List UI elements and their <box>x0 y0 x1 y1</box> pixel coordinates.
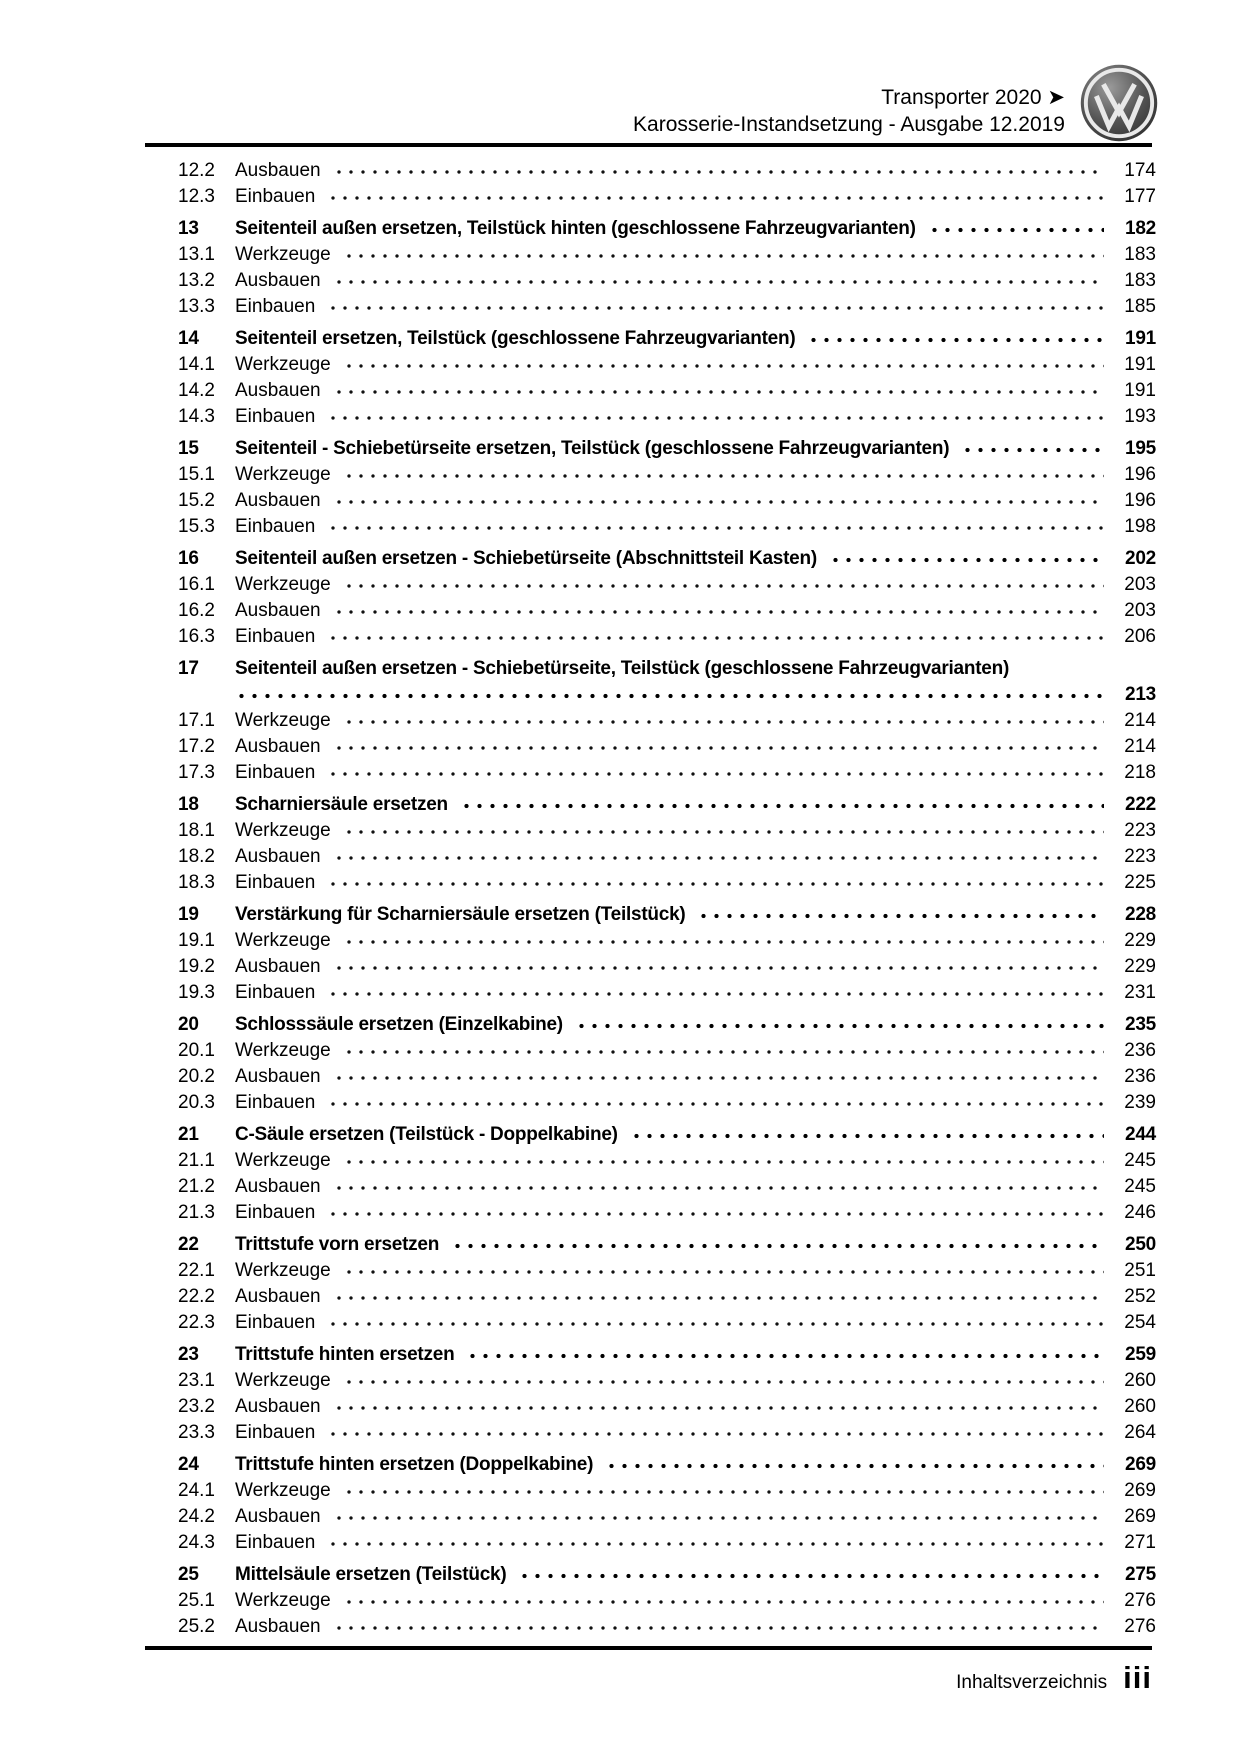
dot-leader <box>327 760 1104 786</box>
toc-entry-title: Ausbauen <box>235 1506 321 1527</box>
toc-entry-page: 236 <box>1124 1066 1156 1087</box>
toc-entry <box>178 1122 1156 1148</box>
toc-entry <box>178 352 1156 378</box>
dot-leader <box>575 1012 1104 1038</box>
toc-entry-page: 182 <box>1125 218 1156 239</box>
toc-entry-number: 18 <box>178 794 199 815</box>
toc-entry-page: 276 <box>1124 1616 1156 1637</box>
toc-entry <box>178 980 1156 1006</box>
dot-leader <box>327 1530 1104 1556</box>
dot-leader <box>343 708 1104 734</box>
toc-entry-number: 25.2 <box>178 1616 215 1637</box>
dot-leader <box>605 1452 1104 1478</box>
dot-leader <box>327 1090 1104 1116</box>
toc-entry-page: 246 <box>1124 1202 1156 1223</box>
dot-leader <box>829 546 1104 572</box>
toc-entry-number: 14 <box>178 328 199 349</box>
toc-entry <box>178 1614 1156 1640</box>
header-doc-line: Karosserie-Instandsetzung - Ausgabe 12.2019 <box>633 113 1065 136</box>
toc-entry-title: Scharniersäule ersetzen <box>235 794 448 815</box>
toc-entry-page: 269 <box>1124 1480 1156 1501</box>
dot-leader <box>333 268 1104 294</box>
toc-entry-page: 259 <box>1125 1344 1156 1365</box>
toc-entry <box>178 1090 1156 1116</box>
toc-entry <box>178 1530 1156 1556</box>
toc-entry-title: Ausbauen <box>235 600 321 621</box>
toc-entry <box>178 1038 1156 1064</box>
dot-leader <box>697 902 1104 928</box>
toc-entry-number: 14.2 <box>178 380 215 401</box>
toc-entry-title: Ausbauen <box>235 956 321 977</box>
toc-entry <box>178 1368 1156 1394</box>
toc-entry-number: 24.2 <box>178 1506 215 1527</box>
toc-entry-title: Ausbauen <box>235 1176 321 1197</box>
toc-entry-title: Ausbauen <box>235 846 321 867</box>
toc-entry <box>178 1148 1156 1174</box>
toc-entry-title: Ausbauen <box>235 1616 321 1637</box>
toc-entry-number: 12.3 <box>178 186 215 207</box>
toc-entry-page: 198 <box>1124 516 1156 537</box>
dot-leader <box>343 1588 1104 1614</box>
toc-entry-title: Einbauen <box>235 186 316 207</box>
toc-entry-title: Seitenteil außen ersetzen - Schiebetürseite (Abschnittsteil Kasten) <box>235 548 817 569</box>
dot-leader <box>327 184 1104 210</box>
dot-leader <box>327 294 1104 320</box>
toc-entry-number: 22.2 <box>178 1286 215 1307</box>
toc-entry-title: Seitenteil außen ersetzen, Teilstück hinten (geschlossene Fahrzeugvarianten) <box>235 218 916 239</box>
toc-entry-page: 202 <box>1125 548 1156 569</box>
toc-entry-page: 250 <box>1125 1234 1156 1255</box>
toc-entry-number: 17.2 <box>178 736 215 757</box>
toc-entry-title: Werkzeuge <box>235 1370 331 1391</box>
toc-entry-title: Werkzeuge <box>235 464 331 485</box>
dot-leader <box>333 1284 1104 1310</box>
toc-entry-number: 22 <box>178 1234 199 1255</box>
toc-entry-number: 19.2 <box>178 956 215 977</box>
dot-leader <box>961 436 1104 462</box>
toc-entry-title: Werkzeuge <box>235 1590 331 1611</box>
toc-entry-page: 245 <box>1124 1176 1156 1197</box>
toc-entry-number: 13.3 <box>178 296 215 317</box>
dot-leader <box>343 462 1104 488</box>
dot-leader <box>343 818 1104 844</box>
toc-entry-page: 254 <box>1124 1312 1156 1333</box>
toc-entry-number: 15 <box>178 438 199 459</box>
toc-entry-title: Seitenteil - Schiebetürseite ersetzen, Teilstück (geschlossene Fahrzeugvarianten) <box>235 438 950 459</box>
toc-entry <box>178 268 1156 294</box>
toc-entry-title: Ausbauen <box>235 1396 321 1417</box>
dot-leader <box>327 980 1104 1006</box>
toc-entry-title: Werkzeuge <box>235 710 331 731</box>
toc-entry-number: 23 <box>178 1344 199 1365</box>
toc-entry <box>178 1420 1156 1446</box>
dot-leader <box>333 1394 1104 1420</box>
toc-entry-number: 17.1 <box>178 710 215 731</box>
dot-leader <box>333 1614 1104 1640</box>
toc-entry-number: 21.1 <box>178 1150 215 1171</box>
toc-entry <box>178 1478 1156 1504</box>
toc-entry-number: 20.1 <box>178 1040 215 1061</box>
footer-page-number: iii <box>1123 1660 1152 1695</box>
toc-entry <box>178 682 1156 708</box>
toc-entry <box>178 404 1156 430</box>
toc-entry-page: 193 <box>1124 406 1156 427</box>
toc-entry-page: 203 <box>1124 600 1156 621</box>
toc-entry <box>178 1504 1156 1530</box>
toc-entry-page: 195 <box>1125 438 1156 459</box>
toc-entry-title: Einbauen <box>235 872 316 893</box>
toc-entry <box>178 488 1156 514</box>
toc-entry-page: 183 <box>1124 270 1156 291</box>
footer-rule <box>145 1646 1152 1650</box>
dot-leader <box>343 352 1104 378</box>
dot-leader <box>343 1258 1104 1284</box>
toc-entry-page: 264 <box>1124 1422 1156 1443</box>
toc-entry-title: Ausbauen <box>235 490 321 511</box>
toc-entry-page: 191 <box>1124 354 1156 375</box>
dot-leader <box>333 158 1104 184</box>
dot-leader <box>333 954 1104 980</box>
toc-entry-page: 231 <box>1124 982 1156 1003</box>
page-footer <box>956 1660 1152 1696</box>
toc-entry-page: 203 <box>1124 574 1156 595</box>
toc-entry-page: 260 <box>1124 1370 1156 1391</box>
dot-leader <box>343 1038 1104 1064</box>
toc-entry-number: 22.1 <box>178 1260 215 1281</box>
toc-entry-page: 222 <box>1125 794 1156 815</box>
toc-entry-number: 18.3 <box>178 872 215 893</box>
toc-entry-title: Trittstufe hinten ersetzen <box>235 1344 455 1365</box>
toc-entry-title: Ausbauen <box>235 380 321 401</box>
toc-entry <box>178 294 1156 320</box>
toc-entry-title: Werkzeuge <box>235 1040 331 1061</box>
toc-entry-number: 17 <box>178 658 199 679</box>
toc-entry-page: 218 <box>1124 762 1156 783</box>
toc-entry-page: 223 <box>1124 846 1156 867</box>
header-rule <box>145 143 1152 147</box>
toc-entry-title: Einbauen <box>235 1532 316 1553</box>
toc-entry-number: 19.1 <box>178 930 215 951</box>
page-header <box>633 84 1065 138</box>
toc-entry-number: 21.3 <box>178 1202 215 1223</box>
toc-entry <box>178 760 1156 786</box>
toc-entry-title: Trittstufe vorn ersetzen <box>235 1234 440 1255</box>
toc-entry <box>178 572 1156 598</box>
toc-entry-page: 229 <box>1124 956 1156 977</box>
dot-leader <box>466 1342 1104 1368</box>
dot-leader <box>327 1200 1104 1226</box>
toc-entry-title: Einbauen <box>235 406 316 427</box>
toc-entry-number: 19 <box>178 904 199 925</box>
toc-entry <box>178 378 1156 404</box>
toc-entry <box>178 1232 1156 1258</box>
header-model-line: Transporter 2020 ➤ <box>881 86 1065 109</box>
dot-leader <box>928 216 1104 242</box>
toc-entry-title: Werkzeuge <box>235 354 331 375</box>
toc-entry <box>178 514 1156 540</box>
toc-entry-number: 18.2 <box>178 846 215 867</box>
toc-entry-title: Einbauen <box>235 1312 316 1333</box>
toc-entry-number: 16.1 <box>178 574 215 595</box>
toc-entry-title: Mittelsäule ersetzen (Teilstück) <box>235 1564 507 1585</box>
toc-entry <box>178 1562 1156 1588</box>
toc-entry-title: Einbauen <box>235 296 316 317</box>
dot-leader <box>451 1232 1104 1258</box>
toc-entry <box>178 1452 1156 1478</box>
toc-entry-title: Einbauen <box>235 982 316 1003</box>
toc-entry <box>178 954 1156 980</box>
dot-leader <box>343 1148 1104 1174</box>
dot-leader <box>327 1420 1104 1446</box>
toc-entry-title: Einbauen <box>235 1202 316 1223</box>
toc-entry <box>178 1174 1156 1200</box>
dot-leader <box>343 928 1104 954</box>
dot-leader <box>327 404 1104 430</box>
toc-entry-title: Werkzeuge <box>235 244 331 265</box>
toc-entry-title: Ausbauen <box>235 1286 321 1307</box>
toc-entry <box>178 870 1156 896</box>
toc-entry <box>178 462 1156 488</box>
toc-entry-title: Seitenteil außen ersetzen - Schiebetürseite, Teilstück (geschlossene Fahrzeugvarianten) <box>235 658 1010 679</box>
dot-leader <box>333 844 1104 870</box>
dot-leader <box>327 870 1104 896</box>
dot-leader <box>333 598 1104 624</box>
toc-entry <box>178 1200 1156 1226</box>
toc-entry-page: 214 <box>1124 710 1156 731</box>
toc-entry <box>178 598 1156 624</box>
toc-entry-number: 13.2 <box>178 270 215 291</box>
toc-entry-title: Werkzeuge <box>235 1260 331 1281</box>
toc-entry-page: 223 <box>1124 820 1156 841</box>
toc-entry-number: 25 <box>178 1564 199 1585</box>
toc-entry-number: 13.1 <box>178 244 215 265</box>
toc-entry-number: 21.2 <box>178 1176 215 1197</box>
toc-entry-page: 276 <box>1124 1590 1156 1611</box>
toc-entry-number: 23.3 <box>178 1422 215 1443</box>
toc-entry-number: 23.1 <box>178 1370 215 1391</box>
dot-leader <box>235 682 1104 708</box>
toc-entry <box>178 928 1156 954</box>
dot-leader <box>343 572 1104 598</box>
toc-entry-title: Ausbauen <box>235 160 321 181</box>
toc-entry-page: 252 <box>1124 1286 1156 1307</box>
toc-entry-page: 260 <box>1124 1396 1156 1417</box>
toc-entry-title: Einbauen <box>235 762 316 783</box>
toc-entry <box>178 1310 1156 1336</box>
toc-entry <box>178 184 1156 210</box>
toc-entry <box>178 902 1156 928</box>
toc-entry <box>178 158 1156 184</box>
toc-entry <box>178 1258 1156 1284</box>
dot-leader <box>630 1122 1104 1148</box>
dot-leader <box>327 624 1104 650</box>
toc-entry-page: 196 <box>1124 464 1156 485</box>
toc-entry <box>178 1064 1156 1090</box>
toc-entry-page: 236 <box>1124 1040 1156 1061</box>
toc-entry-page: 269 <box>1125 1454 1156 1475</box>
toc-entry-title: Werkzeuge <box>235 1480 331 1501</box>
toc-entry-title: Ausbauen <box>235 270 321 291</box>
toc-entry-page: 191 <box>1125 328 1156 349</box>
toc-entry <box>178 1394 1156 1420</box>
toc-entry-title: Schlosssäule ersetzen (Einzelkabine) <box>235 1014 563 1035</box>
toc-entry <box>178 242 1156 268</box>
toc-entry-number: 18.1 <box>178 820 215 841</box>
toc-entry-page: 225 <box>1124 872 1156 893</box>
toc-entry-title: Werkzeuge <box>235 820 331 841</box>
toc-entry-page: 185 <box>1124 296 1156 317</box>
dot-leader <box>518 1562 1104 1588</box>
toc-entry-number: 20 <box>178 1014 199 1035</box>
toc-entry-title: C-Säule ersetzen (Teilstück - Doppelkabine) <box>235 1124 618 1145</box>
toc-entry-number: 14.1 <box>178 354 215 375</box>
toc-entry-number: 15.2 <box>178 490 215 511</box>
toc-entry-title: Werkzeuge <box>235 1150 331 1171</box>
toc-entry-number: 22.3 <box>178 1312 215 1333</box>
toc-entry <box>178 1342 1156 1368</box>
toc-entry-title: Einbauen <box>235 1422 316 1443</box>
dot-leader <box>343 242 1104 268</box>
table-of-contents <box>178 158 1156 1640</box>
dot-leader <box>333 1064 1104 1090</box>
toc-entry <box>178 844 1156 870</box>
toc-entry <box>178 656 1156 682</box>
toc-entry-number: 15.1 <box>178 464 215 485</box>
toc-entry-page: 206 <box>1124 626 1156 647</box>
toc-entry-page: 271 <box>1124 1532 1156 1553</box>
toc-entry-number: 16.3 <box>178 626 215 647</box>
toc-entry <box>178 1012 1156 1038</box>
toc-entry-page: 213 <box>1125 684 1156 705</box>
toc-entry-title: Werkzeuge <box>235 930 331 951</box>
vw-logo-icon <box>1080 64 1158 142</box>
toc-entry-number: 15.3 <box>178 516 215 537</box>
toc-entry-page: 269 <box>1124 1506 1156 1527</box>
toc-entry <box>178 708 1156 734</box>
toc-entry-page: 245 <box>1124 1150 1156 1171</box>
dot-leader <box>460 792 1104 818</box>
toc-entry <box>178 624 1156 650</box>
toc-entry <box>178 792 1156 818</box>
toc-entry-title: Einbauen <box>235 1092 316 1113</box>
toc-entry-title: Einbauen <box>235 626 316 647</box>
toc-entry-title: Verstärkung für Scharniersäule ersetzen (Teilstück) <box>235 904 686 925</box>
toc-entry-page: 183 <box>1124 244 1156 265</box>
dot-leader <box>333 1174 1104 1200</box>
footer-section-label: Inhaltsverzeichnis <box>956 1672 1108 1693</box>
toc-entry-number: 14.3 <box>178 406 215 427</box>
toc-entry-number: 16 <box>178 548 199 569</box>
toc-entry <box>178 818 1156 844</box>
dot-leader <box>333 488 1104 514</box>
toc-entry-title: Seitenteil ersetzen, Teilstück (geschlossene Fahrzeugvarianten) <box>235 328 796 349</box>
toc-entry-page: 244 <box>1125 1124 1156 1145</box>
dot-leader <box>333 734 1104 760</box>
toc-entry-number: 16.2 <box>178 600 215 621</box>
toc-entry-number: 24.1 <box>178 1480 215 1501</box>
toc-entry-page: 239 <box>1124 1092 1156 1113</box>
toc-entry-page: 214 <box>1124 736 1156 757</box>
toc-entry-page: 251 <box>1124 1260 1156 1281</box>
toc-entry-number: 20.2 <box>178 1066 215 1087</box>
toc-entry <box>178 1284 1156 1310</box>
toc-entry-page: 196 <box>1124 490 1156 511</box>
toc-entry-page: 174 <box>1124 160 1156 181</box>
toc-entry-number: 24 <box>178 1454 199 1475</box>
toc-entry-page: 228 <box>1125 904 1156 925</box>
toc-entry <box>178 546 1156 572</box>
toc-entry-title: Ausbauen <box>235 736 321 757</box>
toc-entry-number: 12.2 <box>178 160 215 181</box>
toc-entry-title: Trittstufe hinten ersetzen (Doppelkabine) <box>235 1454 594 1475</box>
toc-entry-number: 20.3 <box>178 1092 215 1113</box>
toc-entry-page: 191 <box>1124 380 1156 401</box>
toc-entry-page: 177 <box>1124 186 1156 207</box>
dot-leader <box>343 1478 1104 1504</box>
toc-entry-number: 23.2 <box>178 1396 215 1417</box>
toc-entry-number: 17.3 <box>178 762 215 783</box>
dot-leader <box>333 378 1104 404</box>
toc-entry <box>178 436 1156 462</box>
dot-leader <box>327 514 1104 540</box>
dot-leader <box>333 1504 1104 1530</box>
toc-entry-page: 229 <box>1124 930 1156 951</box>
toc-entry-title: Ausbauen <box>235 1066 321 1087</box>
dot-leader <box>807 326 1104 352</box>
toc-entry <box>178 326 1156 352</box>
toc-entry-title: Werkzeuge <box>235 574 331 595</box>
toc-entry-number: 21 <box>178 1124 199 1145</box>
toc-entry <box>178 1588 1156 1614</box>
toc-entry <box>178 216 1156 242</box>
toc-entry-number: 24.3 <box>178 1532 215 1553</box>
toc-entry-page: 275 <box>1125 1564 1156 1585</box>
toc-entry-number: 13 <box>178 218 199 239</box>
toc-entry <box>178 734 1156 760</box>
dot-leader <box>327 1310 1104 1336</box>
dot-leader <box>343 1368 1104 1394</box>
toc-entry-number: 19.3 <box>178 982 215 1003</box>
toc-entry-number: 25.1 <box>178 1590 215 1611</box>
toc-entry-page: 235 <box>1125 1014 1156 1035</box>
toc-entry-title: Einbauen <box>235 516 316 537</box>
